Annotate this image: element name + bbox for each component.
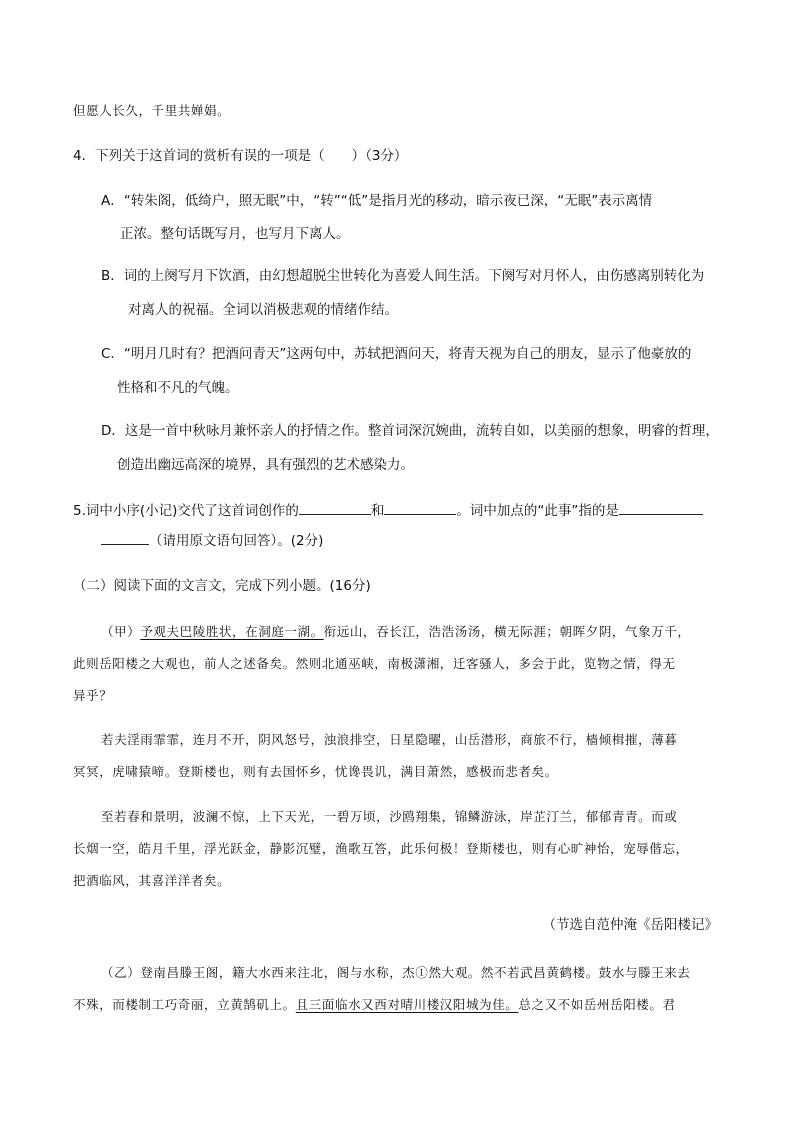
passage-yi-underlined-sentence: 且三面临水又西对晴川楼汉阳城为佳。 bbox=[295, 997, 519, 1012]
q5-answer-blank-1[interactable] bbox=[299, 500, 371, 515]
q5-answer-blank-3b[interactable] bbox=[101, 530, 149, 545]
passage-jia-p2-line1: 若夫淫雨霏霏，连月不开，阴风怒号，浊浪排空，日星隐曜，山岳潜形，商旅不行，樯倾楫摧，薄暮 bbox=[101, 732, 678, 747]
question-5-line1 bbox=[73, 500, 703, 521]
passage-jia-p3-line2: 长烟一空，皓月千里，浮光跃金，静影沉璧，渔歌互答，此乐何极！登斯楼也，则有心旷神怡，宠辱偕忘， bbox=[73, 841, 689, 856]
passage-jia-p3-line3: 把酒临风，其喜洋洋者矣。 bbox=[73, 873, 231, 888]
passage-jia-p1-line3: 异乎？ bbox=[73, 688, 113, 703]
q4-option-a-line2: 正浓。整句话既写月，也写月下离人。 bbox=[120, 226, 350, 242]
q4-option-c-line2: 性格和不凡的气魄。 bbox=[117, 380, 239, 396]
passage-jia-p1-line1 bbox=[101, 622, 691, 642]
q5-text-part4: （请用原文语句回答）。(2分) bbox=[149, 533, 324, 549]
q5-answer-blank-2[interactable] bbox=[384, 500, 456, 515]
q4-option-b-line2: 对离人的祝福。全词以消极悲观的情绪作结。 bbox=[128, 302, 398, 318]
passage-jia-p3-line1: 至若春和景明，波澜不惊，上下天光，一碧万顷，沙鸥翔集，锦鳞游泳，岸芷汀兰，郁郁青青。而或 bbox=[101, 809, 678, 824]
q4-option-d-line1: D．这是一首中秋咏月兼怀亲人的抒情之作。整首词深沉婉曲，流转自如，以美丽的想象，明睿的哲理， bbox=[101, 423, 719, 439]
passage-yi-line2-rest: 总之又不如岳州岳阳楼。君 bbox=[518, 997, 676, 1012]
q5-text-part3: 。词中加点的“此事”指的是 bbox=[456, 503, 619, 519]
q4-option-d-line2: 创造出幽远高深的境界，具有强烈的艺术感染力。 bbox=[117, 457, 414, 473]
passage-yi-line2-start: 不殊，而楼制工巧奇丽，立黄鹄矶上。 bbox=[73, 997, 296, 1012]
question-4-stem: 4．下列关于这首词的赏析有误的一项是（ ）（3分） bbox=[73, 148, 408, 164]
passage-jia-p1-line2: 此则岳阳楼之大观也，前人之述备矣。然则北通巫峡，南极潇湘，迁客骚人，多会于此，览物之情，得无 bbox=[73, 656, 676, 671]
passage-jia-source: （节选自范仲淹《岳阳楼记》 bbox=[542, 917, 718, 933]
passage-yi-line2 bbox=[73, 995, 676, 1015]
q5-text-part1: 5.词中小序(小记)交代了这首词创作的 bbox=[73, 503, 299, 519]
passage-jia-p1-line1-rest: 衔远山，吞长江，浩浩汤汤，横无际涯；朝晖夕阴，气象万千， bbox=[323, 624, 691, 639]
q4-option-a-line1: A．“转朱阁，低绮户，照无眠”中，“转”“低”是指月光的移动，暗示夜已深，“无眠”表示离情 bbox=[101, 193, 653, 209]
q4-option-b-line1: B．词的上阕写月下饮酒，由幻想超脱尘世转化为喜爱人间生活。下阕写对月怀人，由伤感离别转化为 bbox=[101, 268, 705, 284]
passage-yi-line1: （乙）登南昌滕王阁，籍大水西来注北，阁与水称，杰①然大观。然不若武昌黄鹤楼。鼓水与滕王来去 bbox=[101, 965, 691, 980]
passage-jia-underlined-sentence: 予观夫巴陵胜状，在洞庭一湖。 bbox=[140, 624, 324, 639]
passage-jia-p2-line2: 冥冥，虎啸猿啼。登斯楼也，则有去国怀乡，忧谗畏讥，满目萧然，感极而悲者矣。 bbox=[73, 764, 558, 779]
q5-text-part2: 和 bbox=[370, 503, 385, 519]
previous-poem-line: 但愿人长久，千里共婵娟。 bbox=[73, 103, 231, 118]
question-5-line2 bbox=[101, 530, 323, 551]
q5-answer-blank-3a[interactable] bbox=[619, 500, 703, 515]
section-2-heading: （二）阅读下面的文言文，完成下列小题。(16分) bbox=[73, 578, 371, 594]
q4-option-c-line1: C．“明月几时有？把酒问青天”这两句中，苏轼把酒问天，将青天视为自己的朋友，显示了他豪放的 bbox=[101, 346, 692, 362]
passage-jia-label: （甲） bbox=[101, 624, 141, 639]
